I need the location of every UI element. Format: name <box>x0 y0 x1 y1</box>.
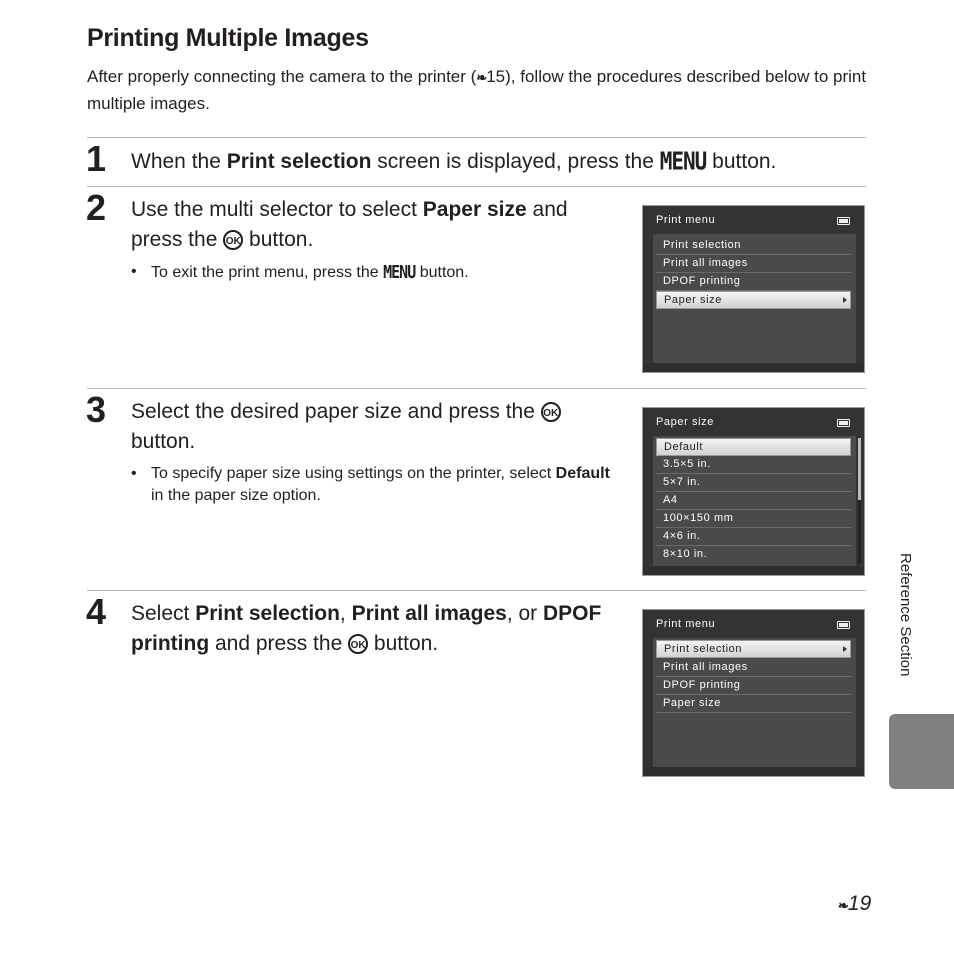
divider <box>87 590 866 591</box>
divider <box>87 388 866 389</box>
section-side-label: Reference Section <box>897 553 914 677</box>
intro-paragraph <box>87 64 877 117</box>
menu-item-selected[interactable]: Paper size <box>656 291 851 309</box>
screen-title: Print menu <box>656 214 716 226</box>
menu-item[interactable]: DPOF printing <box>656 273 851 291</box>
menu-item[interactable]: 8×10 in. <box>663 548 708 560</box>
intro-ref-number: 15 <box>486 67 506 86</box>
battery-icon <box>837 419 850 427</box>
step-4-number: 4 <box>86 591 107 632</box>
step-2-bullet: • To exit the print menu, press the MENU button. <box>131 261 611 284</box>
menu-icon: MENU <box>383 261 416 283</box>
menu-item[interactable]: Print all images <box>656 659 851 677</box>
step-2-number: 2 <box>86 187 107 228</box>
e-ref-icon: ❧ <box>476 70 487 85</box>
ok-icon: OK <box>541 402 561 422</box>
menu-item-selected[interactable]: Print selection <box>656 640 851 658</box>
intro-text-b: ), follow the procedures described below to print multiple images. <box>87 67 867 113</box>
page-title: Printing Multiple Images <box>87 24 369 52</box>
menu-item[interactable]: 5×7 in. <box>656 474 851 492</box>
menu-item[interactable]: 4×6 in. <box>656 528 851 546</box>
camera-screen-paper-size <box>642 407 865 576</box>
camera-screen-print-menu <box>642 205 865 373</box>
camera-screen-print-menu-2 <box>642 609 865 777</box>
divider <box>87 186 866 187</box>
menu-item[interactable]: 3.5×5 in. <box>656 456 851 474</box>
menu-icon: MENU <box>659 146 707 176</box>
page-number: ❧19 <box>838 892 872 915</box>
step-3-bullet: • To specify paper size using settings on the printer, select Default in the paper size option. <box>131 465 610 504</box>
section-tab <box>889 714 954 789</box>
menu-item[interactable]: Print selection <box>656 237 851 255</box>
menu-item[interactable]: DPOF printing <box>656 677 851 695</box>
intro-text-a: After properly connecting the camera to the printer ( <box>87 67 477 86</box>
step-1-text: When the Print selection screen is displayed, press the MENU button. <box>131 146 861 177</box>
screen-title: Print menu <box>656 618 716 630</box>
chevron-right-icon <box>843 297 847 303</box>
e-ref-icon: ❧ <box>838 898 848 913</box>
screen-title: Paper size <box>656 416 714 428</box>
menu-item[interactable]: 100×150 mm <box>656 510 851 528</box>
battery-icon <box>837 217 850 225</box>
step-3-number: 3 <box>86 389 107 430</box>
menu-item[interactable]: A4 <box>656 492 851 510</box>
step-4-text: Select Print selection, Print all images, or DPOF printing and press the OK button. <box>131 602 602 655</box>
battery-icon <box>837 621 850 629</box>
scrollbar[interactable] <box>858 438 861 564</box>
ok-icon: OK <box>348 634 368 654</box>
menu-item-selected[interactable]: Default <box>656 438 851 456</box>
menu-item[interactable]: Print all images <box>656 255 851 273</box>
chevron-right-icon <box>843 646 847 652</box>
step-2-text: Use the multi selector to select Paper size and press the OK button. <box>131 198 568 251</box>
menu-item[interactable]: Paper size <box>656 695 851 713</box>
ok-icon: OK <box>223 230 243 250</box>
step-3-text: Select the desired paper size and press the OK button. <box>131 397 611 457</box>
divider <box>87 137 866 138</box>
step-1-number: 1 <box>86 138 107 179</box>
